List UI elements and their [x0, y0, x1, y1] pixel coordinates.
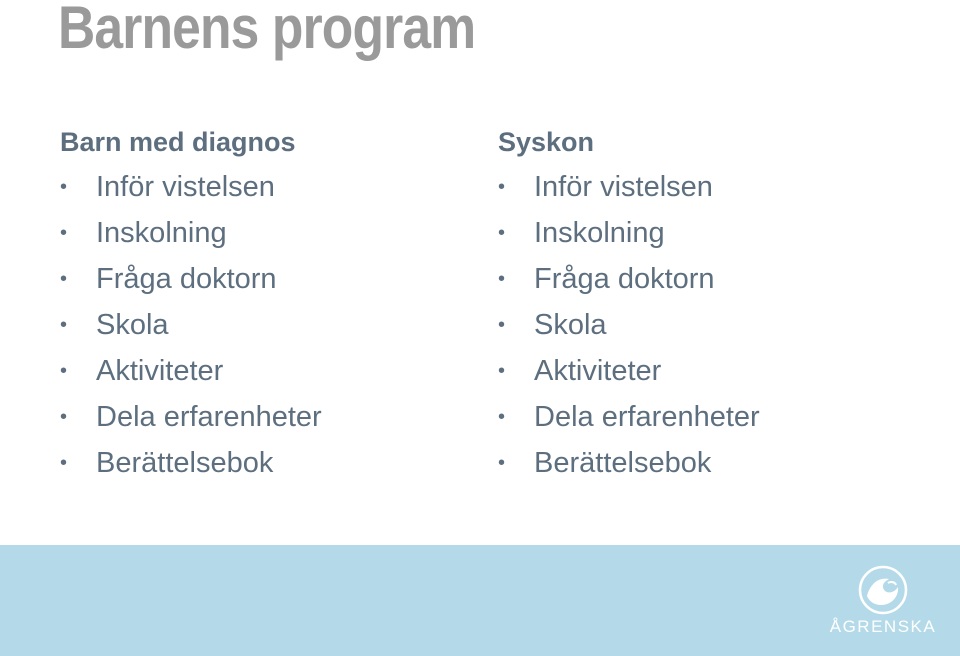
- list-item: [498, 210, 760, 256]
- bullet-icon: •: [498, 222, 506, 244]
- list-item: [498, 440, 760, 486]
- list-item: [60, 256, 322, 302]
- list-item-label: Inskolning: [534, 217, 665, 249]
- list-item-label: Aktiviteter: [96, 355, 224, 387]
- column-barn-med-diagnos: [60, 120, 322, 486]
- list-item-label: Dela erfarenheter: [96, 401, 322, 433]
- bullet-icon: •: [60, 314, 68, 336]
- list-item: [498, 164, 760, 210]
- bullet-icon: •: [60, 176, 68, 198]
- list-item-label: Aktiviteter: [534, 355, 662, 387]
- bullet-icon: •: [498, 406, 506, 428]
- list-item-label: Dela erfarenheter: [534, 401, 760, 433]
- list-item: [60, 302, 322, 348]
- bullet-icon: •: [498, 360, 506, 382]
- column-syskon: [498, 120, 760, 486]
- list-item-label: Skola: [96, 309, 169, 341]
- bullet-icon: •: [498, 268, 506, 290]
- list-item: [60, 394, 322, 440]
- slide-title: Barnens program: [58, 0, 476, 61]
- bullet-icon: •: [60, 360, 68, 382]
- column-heading: Barn med diagnos: [60, 127, 296, 157]
- list-item-label: Skola: [534, 309, 607, 341]
- logo-wordmark: ÅGRENSKA: [829, 617, 937, 636]
- list-item: [498, 348, 760, 394]
- list-item: [498, 256, 760, 302]
- bullet-icon: •: [498, 314, 506, 336]
- list-item-label: Fråga doktorn: [534, 263, 715, 295]
- list-item: [60, 348, 322, 394]
- bullet-icon: •: [498, 452, 506, 474]
- bullet-icon: •: [498, 176, 506, 198]
- column-heading: Syskon: [498, 127, 595, 157]
- list-item-label: Fråga doktorn: [96, 263, 277, 295]
- list-item: [60, 440, 322, 486]
- list-item: [60, 210, 322, 256]
- agrenska-logo: [826, 565, 940, 645]
- list-item-label: Inför vistelsen: [96, 171, 275, 203]
- list-item: [60, 164, 322, 210]
- list-item-label: Inför vistelsen: [534, 171, 713, 203]
- list-item-label: Berättelsebok: [534, 447, 712, 479]
- list-item-label: Berättelsebok: [96, 447, 274, 479]
- footer-band: [0, 545, 960, 656]
- list-item: [498, 394, 760, 440]
- bullet-icon: •: [60, 222, 68, 244]
- wave-logo-icon: [858, 565, 908, 615]
- bullet-list: [60, 164, 322, 486]
- list-item: [498, 302, 760, 348]
- list-item-label: Inskolning: [96, 217, 227, 249]
- bullet-list: [498, 164, 760, 486]
- bullet-icon: •: [60, 268, 68, 290]
- bullet-icon: •: [60, 406, 68, 428]
- bullet-icon: •: [60, 452, 68, 474]
